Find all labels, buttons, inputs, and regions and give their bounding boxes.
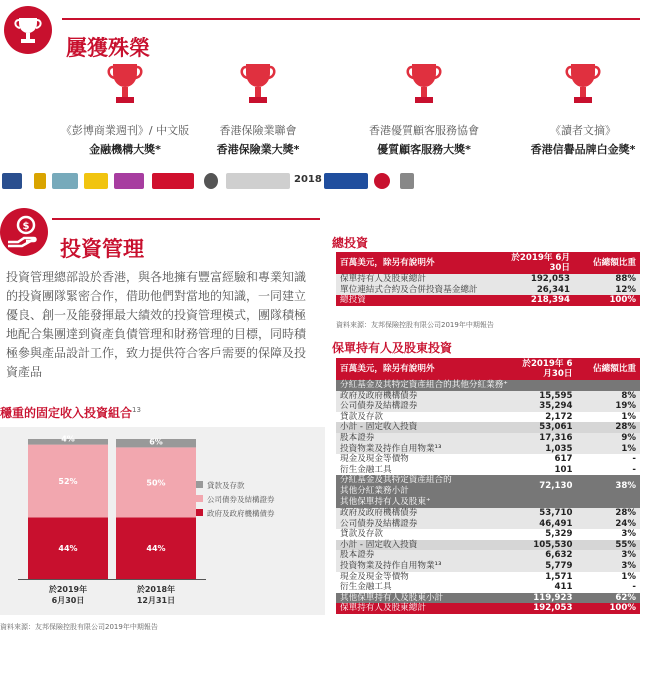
policyholder-investments-title: 保單持有人及股東投資 — [332, 341, 453, 355]
table-row — [336, 497, 640, 508]
legend-label: 政府及政府機構債券 — [207, 509, 275, 518]
logo-mark — [152, 173, 194, 189]
row-value: 53,710 — [512, 508, 577, 519]
award-name: 香港信譽品牌白金獎* — [530, 143, 636, 156]
table-row — [336, 508, 640, 519]
row-share: 1% — [576, 412, 640, 423]
table-row — [336, 295, 640, 306]
table-header-row — [336, 252, 640, 274]
row-share — [576, 497, 640, 508]
row-share: 1% — [576, 572, 640, 583]
row-label: 衍生金融工具 — [336, 465, 512, 476]
chart-title — [0, 404, 141, 421]
row-label: 衍生金融工具 — [336, 582, 512, 593]
logo-year: 2018 — [294, 174, 322, 185]
bar-value-label: 52% — [58, 477, 78, 486]
award-item — [349, 62, 499, 157]
row-label: 公司債券及結構證券 — [336, 401, 512, 412]
row-label: 政府及政府機構債券 — [336, 508, 512, 519]
logo-mark — [324, 173, 368, 189]
table-row — [336, 529, 640, 540]
table-row — [336, 519, 640, 530]
row-value — [512, 497, 577, 508]
table-row — [336, 391, 640, 402]
policyholder-investments-table — [336, 358, 640, 614]
row-label: 保單持有人及股東總計 — [336, 603, 512, 614]
table-header-row — [336, 358, 640, 380]
trophy-badge-icon — [4, 6, 52, 54]
row-share: 100% — [574, 295, 640, 306]
category-label: 於2018年 — [136, 585, 176, 594]
award-source: 香港優質顧客服務協會 — [369, 124, 479, 137]
row-share: - — [576, 582, 640, 593]
row-value: 35,294 — [512, 401, 577, 412]
logo-mark — [114, 173, 144, 189]
logo-mark — [2, 173, 22, 189]
row-value: 46,491 — [512, 519, 577, 530]
bar-value-label: 4% — [61, 434, 75, 444]
investment-heading: 投資管理 — [60, 237, 144, 261]
header-label: 百萬美元，除另有說明外 — [336, 358, 512, 380]
bar-value-label: 50% — [146, 478, 166, 488]
legend-swatch — [196, 509, 203, 516]
award-source: 《讀者文摘》 — [550, 124, 616, 137]
logo-mark — [52, 173, 78, 189]
stacked-bar-chart — [0, 427, 325, 615]
award-name: 香港保險業大獎* — [216, 143, 300, 156]
row-value: 411 — [512, 582, 577, 593]
award-item — [183, 62, 333, 157]
award-item — [50, 62, 200, 157]
row-label-line: 其他分紅業務小計 — [340, 486, 409, 497]
category-label: 6月30日 — [51, 596, 85, 605]
row-share: 3% — [576, 561, 640, 572]
svg-text:$: $ — [22, 221, 30, 232]
section-rule — [62, 18, 640, 20]
row-value — [512, 380, 577, 391]
row-value: 1,035 — [512, 444, 577, 455]
row-label: 股本證券 — [336, 433, 512, 444]
chart-title-footnote: 13 — [132, 406, 141, 414]
table-row — [336, 593, 640, 604]
trophy-icon — [240, 62, 276, 116]
logo-mark — [34, 173, 46, 189]
legend-swatch — [196, 495, 203, 502]
table-row — [336, 422, 640, 433]
chart-panel — [0, 427, 325, 615]
row-label: 其他保單持有人及股東⁺ — [336, 497, 512, 508]
awards-heading: 屢獲殊榮 — [66, 36, 150, 60]
row-share: 55% — [576, 540, 640, 551]
row-share: 9% — [576, 433, 640, 444]
row-value: 105,530 — [512, 540, 577, 551]
row-value: 15,595 — [512, 391, 577, 402]
award-item — [508, 62, 657, 157]
table-row — [336, 550, 640, 561]
row-share: 100% — [576, 603, 640, 614]
investment-body-text: 投資管理總部設於香港，與各地擁有豐富經驗和專業知識的投資團隊緊密合作，借助他們對當地的知識，一同建立優良、創一及能發揮最大績效的投資管理模式，團隊積極地配合集團達到資產負債管理和財務管理的目標，同時積極參與產品設計工作，致力提供符合客戶需要的保障及投資產品 — [6, 270, 307, 379]
table-row — [336, 401, 640, 412]
logo-mark — [226, 173, 290, 189]
row-share: 1% — [576, 444, 640, 455]
logo-mark — [374, 173, 390, 189]
table-row — [336, 603, 640, 614]
header-share: 佔總額比重 — [576, 358, 640, 380]
table-source: 資料來源：友邦保險控股有限公司2019年中期報告 — [336, 321, 494, 329]
header-label: 百萬美元，除另有說明外 — [336, 252, 506, 274]
row-value: 5,329 — [512, 529, 577, 540]
row-label: 股本證券 — [336, 550, 512, 561]
row-share: 19% — [576, 401, 640, 412]
row-value: 53,061 — [512, 422, 577, 433]
row-value: 17,316 — [512, 433, 577, 444]
row-value: 1,571 — [512, 572, 577, 583]
header-date: 於2019年 6月30日 — [512, 358, 577, 380]
hand-coin-icon — [0, 208, 48, 256]
table-row — [336, 540, 640, 551]
row-share — [576, 380, 640, 391]
row-label: 投資物業及持作自用物業¹³ — [336, 444, 512, 455]
row-value: 218,394 — [506, 295, 574, 306]
table-row — [336, 444, 640, 455]
logo-mark — [204, 173, 218, 189]
row-share: 24% — [576, 519, 640, 530]
bar-value-label: 44% — [146, 544, 166, 554]
table-row — [336, 285, 640, 296]
award-logo-strip — [0, 173, 460, 191]
award-name: 金融機構大獎* — [89, 143, 161, 156]
row-label-line: 分紅基金及其特定資產組合的 — [340, 475, 452, 486]
category-label: 於2019年 — [48, 585, 88, 594]
total-investments-table — [336, 252, 640, 306]
row-value: 72,130 — [512, 475, 577, 497]
row-value: 26,341 — [506, 285, 574, 296]
chart-source: 資料來源：友邦保險控股有限公司2019年中期報告 — [0, 623, 158, 631]
row-share: 28% — [576, 508, 640, 519]
table-row — [336, 380, 640, 391]
row-share: - — [576, 465, 640, 476]
header-date: 於2019年 6月30日 — [506, 252, 574, 274]
table-row — [336, 475, 640, 497]
table-row — [336, 572, 640, 583]
row-value: 192,053 — [512, 603, 577, 614]
section-rule — [52, 218, 320, 220]
legend-swatch — [196, 481, 203, 488]
row-value: 119,923 — [512, 593, 577, 604]
table-row — [336, 561, 640, 572]
category-label: 12月31日 — [136, 596, 176, 605]
row-value: 101 — [512, 465, 577, 476]
row-share: 3% — [576, 529, 640, 540]
row-label: 貸款及存款 — [336, 412, 512, 423]
table-row — [336, 582, 640, 593]
row-share: 88% — [574, 274, 640, 285]
row-label: 現金及現金等價物 — [336, 572, 512, 583]
row-share: - — [576, 454, 640, 465]
row-label — [336, 475, 512, 497]
row-label: 單位連結式合約及合併投資基金總計 — [336, 285, 506, 296]
award-name: 優質顧客服務大獎* — [377, 143, 471, 156]
legend-label: 公司債券及結構證券 — [207, 495, 275, 504]
row-label: 保單持有人及股東總計 — [336, 274, 506, 285]
row-share: 3% — [576, 550, 640, 561]
logo-mark — [84, 173, 108, 189]
award-source: 香港保險業聯會 — [219, 124, 297, 137]
row-label: 小計 - 固定收入投資 — [336, 422, 512, 433]
header-share: 佔總額比重 — [574, 252, 640, 274]
table-row — [336, 465, 640, 476]
bar-value-label: 44% — [58, 544, 78, 554]
row-share: 12% — [574, 285, 640, 296]
trophy-icon — [107, 62, 143, 116]
row-label: 公司債券及結構證券 — [336, 519, 512, 530]
row-value: 6,632 — [512, 550, 577, 561]
chart-title-text: 穩重的固定收入投資組合 — [0, 406, 133, 420]
row-label: 其他保單持有人及股東小計 — [336, 593, 512, 604]
row-label: 小計 - 固定收入投資 — [336, 540, 512, 551]
row-label: 政府及政府機構債券 — [336, 391, 512, 402]
row-share: 8% — [576, 391, 640, 402]
table-row — [336, 412, 640, 423]
row-share: 62% — [576, 593, 640, 604]
row-share: 28% — [576, 422, 640, 433]
row-label: 貸款及存款 — [336, 529, 512, 540]
trophy-icon — [565, 62, 601, 116]
row-value: 2,172 — [512, 412, 577, 423]
trophy-icon — [406, 62, 442, 116]
legend-label: 貸款及存款 — [207, 481, 245, 490]
row-share: 38% — [576, 475, 640, 497]
table-row — [336, 454, 640, 465]
table-row — [336, 433, 640, 444]
bar-value-label: 6% — [149, 437, 163, 447]
table-row — [336, 274, 640, 285]
row-value: 192,053 — [506, 274, 574, 285]
row-value: 5,779 — [512, 561, 577, 572]
row-label: 現金及現金等價物 — [336, 454, 512, 465]
row-label: 投資物業及持作自用物業¹³ — [336, 561, 512, 572]
award-source: 《彭博商業週刊》/ 中文版 — [60, 124, 190, 137]
row-label: 總投資 — [336, 295, 506, 306]
row-label: 分紅基金及其特定資產組合的其他分紅業務⁺ — [336, 380, 512, 391]
total-investments-title: 總投資 — [332, 236, 369, 250]
logo-mark — [400, 173, 414, 189]
row-value: 617 — [512, 454, 577, 465]
